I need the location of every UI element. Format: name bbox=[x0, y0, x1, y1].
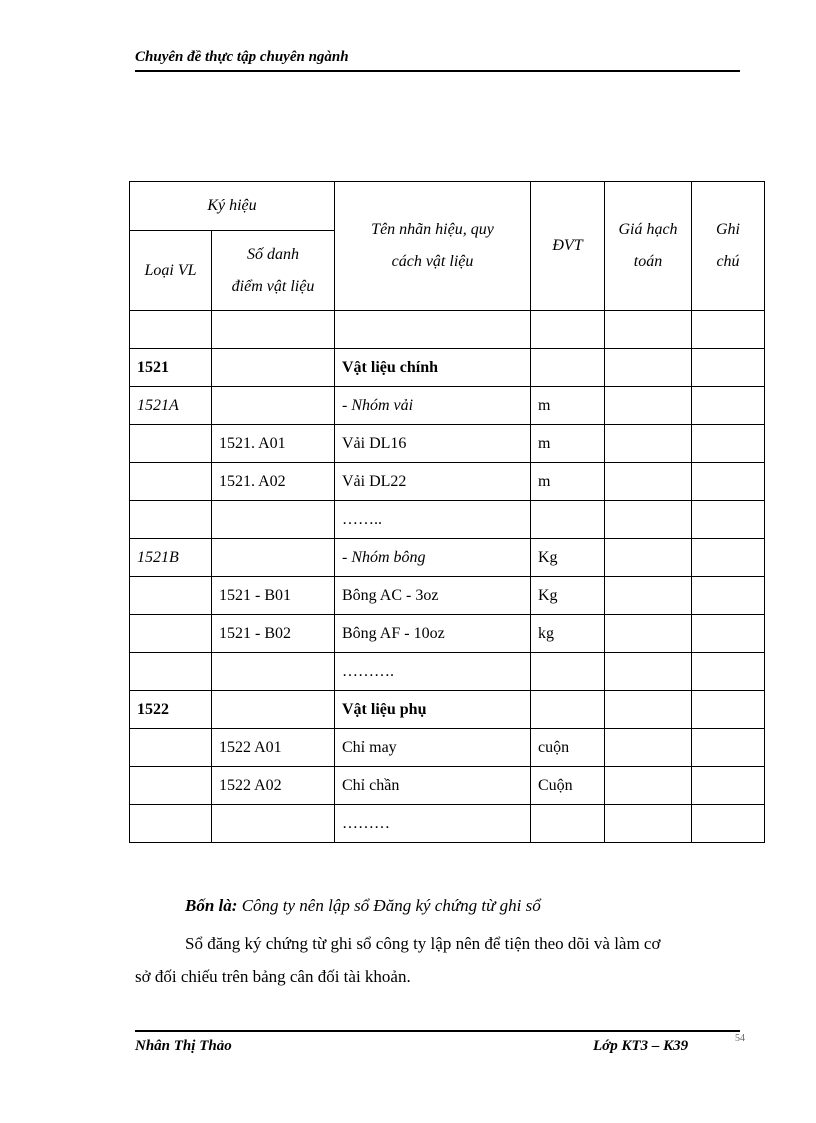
table-header-code: Số danh điểm vật liệu bbox=[212, 231, 335, 311]
table-group-header: Ký hiệu bbox=[130, 182, 335, 231]
table-header-price: Giá hạch toán bbox=[605, 182, 692, 311]
table-row: 1521 - B01 Bông AC - 3oz Kg bbox=[130, 577, 765, 615]
table-row: 1522 A01 Chỉ may cuộn bbox=[130, 729, 765, 767]
header-rule bbox=[135, 70, 740, 72]
footer-author: Nhân Thị Thảo bbox=[135, 1038, 232, 1054]
table-row: 1521. A02 Vải DL22 m bbox=[130, 463, 765, 501]
section-heading-text: Công ty nên lập sổ Đăng ký chứng từ ghi sổ bbox=[241, 896, 541, 915]
table-row: 1521B - Nhóm bông Kg bbox=[130, 539, 765, 577]
table-row: 1521 - B02 Bông AF - 10oz kg bbox=[130, 615, 765, 653]
table-header-type: Loại VL bbox=[130, 231, 212, 311]
table-header-unit: ĐVT bbox=[531, 182, 605, 311]
table-row: 1521A - Nhóm vải m bbox=[130, 387, 765, 425]
table-header-note: Ghi chú bbox=[692, 182, 765, 311]
table-row: ……… bbox=[130, 805, 765, 843]
table-row bbox=[130, 311, 765, 349]
footer-class: Lớp KT3 – K39 bbox=[593, 1038, 689, 1054]
table-row: …….. bbox=[130, 501, 765, 539]
table-row: 1521 Vật liệu chính bbox=[130, 349, 765, 387]
section-heading bbox=[185, 896, 541, 916]
section-heading-label: Bốn là: bbox=[185, 896, 238, 915]
page-number: 54 bbox=[735, 1033, 745, 1044]
table-row: ………. bbox=[130, 653, 765, 691]
header-title: Chuyên đề thực tập chuyên ngành bbox=[135, 49, 349, 65]
table-header-name: Tên nhãn hiệu, quy cách vật liệu bbox=[335, 182, 531, 311]
table-row: 1521. A01 Vải DL16 m bbox=[130, 425, 765, 463]
paragraph-line-2: sở đối chiếu trên bảng cân đối tài khoản. bbox=[135, 967, 411, 986]
paragraph-line-1: Sổ đăng ký chứng từ ghi sổ công ty lập nên để tiện theo dõi và làm cơ bbox=[185, 934, 661, 953]
material-code-table bbox=[129, 181, 765, 843]
table-row: 1522 Vật liệu phụ bbox=[130, 691, 765, 729]
table-row: 1522 A02 Chỉ chần Cuộn bbox=[130, 767, 765, 805]
footer-rule bbox=[135, 1030, 740, 1032]
